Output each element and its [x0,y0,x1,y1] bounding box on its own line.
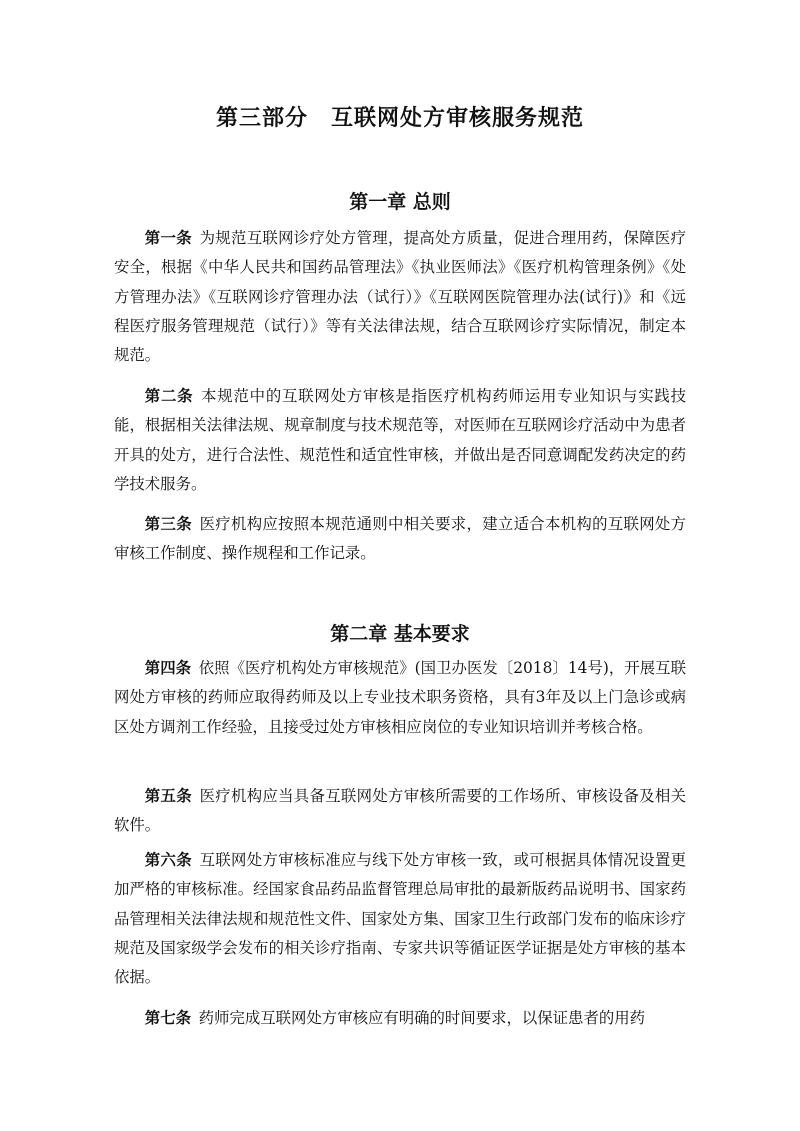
article-1-text: 为规范互联网诊疗处方管理，提高处方质量，促进合理用药，保障医疗安全，根据《中华人民共和国药品管理法》《执业医师法》《医疗机构管理条例》《处方管理办法》《互联网诊疗管理办法（试行）》《互联网医院管理办法(试行)》和《远程医疗服务管理规范（试行）》等有关法律法规，结合互联网诊疗实际情况，制定本规范。 [114,229,686,365]
article-7 [114,1004,686,1033]
chapter-2-title: 第二章 基本要求 [330,623,470,645]
article-6 [114,846,686,992]
article-3-text: 医疗机构应按照本规范通则中相关要求，建立适合本机构的互联网处方审核工作制度、操作规程和工作记录。 [114,515,686,563]
article-1-label: 第一条 [144,229,192,247]
article-4-label: 第四条 [144,659,192,677]
article-7-label: 第七条 [144,1009,191,1027]
article-4 [114,654,686,742]
article-3 [114,510,686,569]
article-5-label: 第五条 [144,787,192,805]
article-2-label: 第二条 [144,387,194,405]
article-7-text: 药师完成互联网处方审核应有明确的时间要求，以保证患者的用药 [198,1009,646,1027]
chapter-1-title: 第一章 总则 [349,191,451,213]
article-3-label: 第三条 [144,515,192,533]
article-5 [114,782,686,841]
article-6-label: 第六条 [144,851,192,869]
part-title: 第三部分 互联网处方审核服务规范 [215,106,584,131]
article-4-text: 依照《医疗机构处方审核规范》(国卫办医发〔2018〕14号)，开展互联网处方审核的药师应取得药师及以上专业技术职务资格，具有3年及以上门急诊或病区处方调剂工作经验，且接受过处方审核相应岗位的专业知识培训并考核合格。 [114,659,686,736]
article-2 [114,382,686,499]
article-6-text: 互联网处方审核标准应与线下处方审核一致，或可根据具体情况设置更加严格的审核标准。经国家食品药品监督管理总局审批的最新版药品说明书、国家药品管理相关法律法规和规范性文件、国家处方集、国家卫生行政部门发布的临床诊疗规范及国家级学会发布的相关诊疗指南、专家共识等循证医学证据是处方审核的基本依据。 [114,851,686,987]
article-2-text: 本规范中的互联网处方审核是指医疗机构药师运用专业知识与实践技能，根据相关法律法规、规章制度与技术规范等，对医师在互联网诊疗活动中为患者开具的处方，进行合法性、规范性和适宜性审核，并做出是否同意调配发药决定的药学技术服务。 [114,387,686,493]
article-1 [114,224,686,370]
article-5-text: 医疗机构应当具备互联网处方审核所需要的工作场所、审核设备及相关软件。 [114,787,686,835]
